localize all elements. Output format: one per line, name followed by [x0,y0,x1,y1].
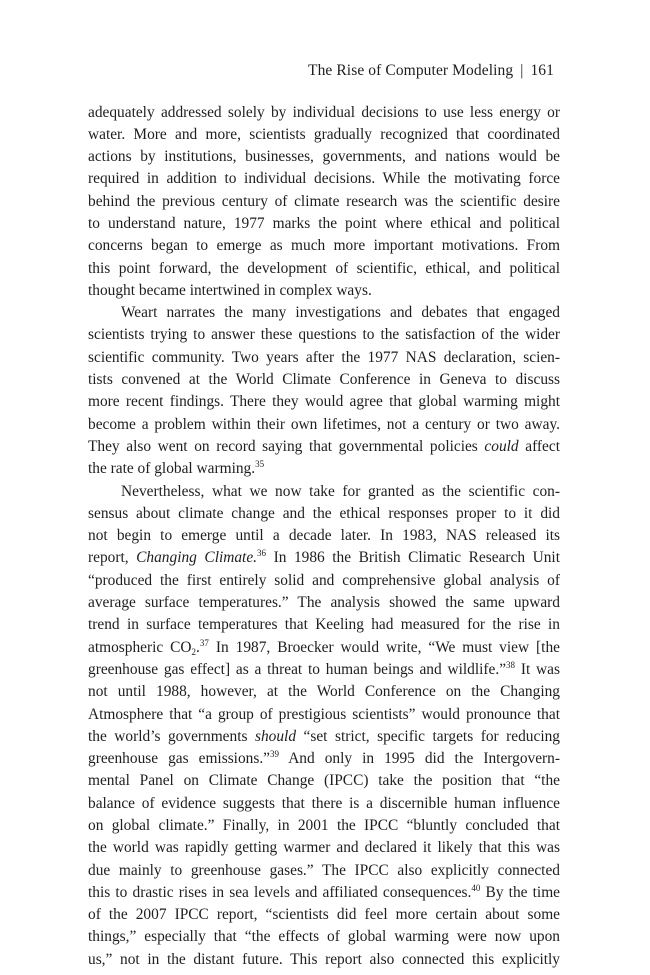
line-text: adequately addressed solely by individual decisions to use less energy or [88,103,560,121]
line-text: on global climate.” Finally, in 2001 the IPCC “bluntly concluded that [88,817,560,834]
text-line [88,592,560,614]
line-text: scientific community. Two years after the 1977 NAS declaration, scien- [88,348,560,366]
line-text: concerns began to emerge as much more important motivations. From [88,237,560,255]
line-text: the world’s governments [88,727,255,745]
line-text: “set strict, specific targets for reducing [296,727,560,745]
line-text: sensus about climate change and the ethical responses proper to it did [88,504,560,522]
line-text: more recent findings. There they would agree that global warming might [88,393,560,411]
line-text: report, [88,549,137,567]
text-line [88,458,560,480]
line-text: to understand nature, 1977 marks the point where ethical and political [88,214,560,232]
line-text: In 1987, Broecker would write, “We must view [the [208,638,560,656]
line-text: “produced the first entirely solid and comprehensive global analysis of [88,571,560,589]
text-line [88,302,560,324]
text-line [88,102,560,124]
text-line [88,369,560,391]
footnote-ref: 35 [255,459,265,470]
line-text: mental Panel on Climate Change (IPCC) take the position that “the [88,772,560,790]
text-line [88,213,560,235]
line-text: trend in surface temperatures that Keeling had measured for the rise in [88,616,560,634]
text-line [88,726,560,748]
body-text [88,102,560,972]
line-text: And only in 1995 did the Intergovern- [279,750,560,768]
line-text: become a problem within their own lifetimes, not a century or two away. [88,415,560,433]
text-line [88,681,560,703]
line-text: this point forward, the development of scientific, ethical, and political [88,259,560,277]
line-text: the rate of global warming. [88,460,256,478]
line-text: actions by institutions, businesses, governments, and nations would be [88,148,560,166]
text-line [88,347,560,369]
footnote-ref: 36 [257,548,267,559]
line-text: affect [518,437,560,455]
line-text: things,” especially that “the effects of global warming were now upon [88,928,560,946]
line-text: By the time [480,883,560,901]
text-line [88,793,560,815]
text-line [88,770,560,792]
line-text: behind the previous century of climate research was the scientific desire [88,192,560,210]
text-line [88,882,560,904]
line-text: They also went on record saying that governmental policies [88,437,485,455]
footnote-ref: 39 [270,749,280,760]
text-line [88,414,560,436]
text-line [88,146,560,168]
text-line [88,837,560,859]
line-text: required in addition to individual decisions. While the motivating force [88,170,560,188]
line-text: greenhouse gas emissions.” [88,750,271,768]
text-line [88,503,560,525]
text-line [88,191,560,213]
footnote-ref: 40 [471,882,481,893]
header-separator: | [520,62,524,79]
text-line [88,614,560,636]
text-line [88,570,560,592]
text-line [88,949,560,971]
text-line [88,258,560,280]
line-text: Atmosphere that “a group of prestigious scientists” would pronounce that [88,705,560,723]
emphasis-text: could [484,437,519,455]
text-line [88,168,560,190]
line-text: greenhouse gas effect] as a threat to human beings and wildlife.” [88,660,507,678]
line-text: Weart narrates the many investigations and debates that engaged [121,304,560,322]
text-line [88,481,560,503]
line-text: It was [515,660,560,678]
text-line [88,436,560,458]
running-head [88,61,554,81]
text-line [88,547,560,569]
line-text: thought became intertwined in complex ways. [88,281,372,299]
line-text: Nevertheless, what we now take for granted as the scientific con- [121,482,560,500]
text-line [88,391,560,413]
text-line [88,637,560,659]
page-number: 161 [530,62,554,79]
line-text: the world was rapidly getting warmer and declared it likely that this was [88,839,560,857]
line-text: tists convened at the World Climate Conference in Geneva to discuss [88,371,560,389]
subscript: 2 [191,646,197,657]
text-line [88,704,560,726]
text-line [88,659,560,681]
line-text: of the 2007 IPCC report, “scientists did feel more certain about some [88,906,560,924]
text-line [88,860,560,882]
line-text: not until 1988, however, at the World Conference on the Changing [88,683,560,701]
emphasis-text: should [254,727,297,745]
text-line [88,124,560,146]
text-line [88,525,560,547]
line-text: . [196,638,200,656]
footnote-ref: 37 [199,637,209,648]
line-text: balance of evidence suggests that there is a discernible human influence [88,794,560,812]
running-title: The Rise of Computer Modeling [308,62,514,79]
text-line [88,235,560,257]
line-text: water. More and more, scientists gradually recognized that coordinated [88,125,560,143]
line-text: this to drastic rises in sea levels and affiliated consequences. [88,883,472,901]
text-line [88,815,560,837]
text-line [88,280,560,302]
text-line [88,926,560,948]
line-text: due mainly to greenhouse gases.” The IPCC also explicitly connected [88,861,560,879]
line-text: scientists trying to answer these questions to the satisfaction of the wider [88,326,560,344]
text-line [88,748,560,770]
line-text: us,” not in the distant future. This report also connected this explicitly [88,950,560,968]
line-text: atmospheric CO [88,638,192,656]
footnote-ref: 38 [506,659,516,670]
emphasis-text: Changing Climate. [136,549,258,567]
line-text: average surface temperatures.” The analysis showed the same upward [88,594,560,612]
line-text: In 1986 the British Climatic Research Unit [266,549,560,567]
text-line [88,904,560,926]
line-text: not begin to emerge until a decade later. In 1983, NAS released its [88,527,560,545]
text-line [88,324,560,346]
